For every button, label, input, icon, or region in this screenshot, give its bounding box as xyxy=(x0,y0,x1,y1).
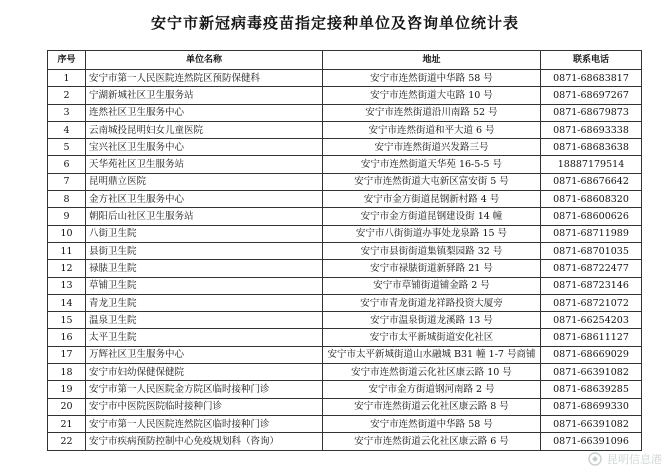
row-seq: 14 xyxy=(48,294,86,311)
row-address: 安宁市禄脿街道新驿路 21 号 xyxy=(323,260,541,277)
row-phone: 0871-68676642 xyxy=(541,173,642,190)
row-address: 安宁市县街街道集镇梨园路 32 号 xyxy=(323,242,541,259)
table-row xyxy=(48,104,642,121)
table-row xyxy=(48,346,642,363)
table-row xyxy=(48,225,642,242)
row-address: 安宁市连然街道大屯路 10 号 xyxy=(323,87,541,104)
row-address: 安宁市连然街道中华路 58 号 xyxy=(323,415,541,432)
row-address: 安宁市金方街道钢河南路 2 号 xyxy=(323,381,541,398)
row-address: 安宁市连然街道大屯新区富安街 5 号 xyxy=(323,173,541,190)
row-unit-name: 昆明鼎立医院 xyxy=(86,173,323,190)
row-phone: 0871-68600626 xyxy=(541,208,642,225)
row-phone: 18887179514 xyxy=(541,156,642,173)
row-phone: 0871-66391082 xyxy=(541,415,642,432)
table-row xyxy=(48,121,642,138)
row-address: 安宁市连然街道天华苑 16-5-5 号 xyxy=(323,156,541,173)
table-row xyxy=(48,329,642,346)
row-address: 安宁市太平新城街道安化社区 xyxy=(323,329,541,346)
row-phone: 0871-68721072 xyxy=(541,294,642,311)
row-seq: 12 xyxy=(48,260,86,277)
row-phone: 0871-66391096 xyxy=(541,433,642,450)
row-unit-name: 禄脿卫生院 xyxy=(86,260,323,277)
row-address: 安宁市连然街道云化社区康云路 8 号 xyxy=(323,398,541,415)
row-seq: 5 xyxy=(48,139,86,156)
row-address: 安宁市连然街道沿川南路 52 号 xyxy=(323,104,541,121)
row-address: 安宁市连然街道中华路 58 号 xyxy=(323,70,541,87)
row-address: 安宁市太平新城街道山水融城 B31 幢 1-7 号商铺 xyxy=(323,346,541,363)
row-seq: 17 xyxy=(48,346,86,363)
row-seq: 9 xyxy=(48,208,86,225)
table-row xyxy=(48,156,642,173)
row-address: 安宁市青龙街道龙祥路投资大厦旁 xyxy=(323,294,541,311)
table-row xyxy=(48,398,642,415)
table-row xyxy=(48,242,642,259)
row-seq: 16 xyxy=(48,329,86,346)
watermark xyxy=(588,451,662,467)
row-seq: 3 xyxy=(48,104,86,121)
row-unit-name: 安宁市第一人民医院金方院区临时接种门诊 xyxy=(86,381,323,398)
row-unit-name: 万辉社区卫生服务中心 xyxy=(86,346,323,363)
row-unit-name: 天华苑社区卫生服务站 xyxy=(86,156,323,173)
row-unit-name: 安宁市中医院医院临时接种门诊 xyxy=(86,398,323,415)
row-phone: 0871-68611127 xyxy=(541,329,642,346)
row-phone: 0871-66254203 xyxy=(541,312,642,329)
row-phone: 0871-68639285 xyxy=(541,381,642,398)
table-body xyxy=(48,70,642,451)
table-row xyxy=(48,415,642,432)
row-address: 安宁市连然街道云化社区康云路 6 号 xyxy=(323,433,541,450)
row-unit-name: 云南城投昆明妇女儿童医院 xyxy=(86,121,323,138)
row-seq: 15 xyxy=(48,312,86,329)
row-phone: 0871-68683817 xyxy=(541,70,642,87)
row-unit-name: 青龙卫生院 xyxy=(86,294,323,311)
table-row xyxy=(48,87,642,104)
row-seq: 6 xyxy=(48,156,86,173)
row-seq: 21 xyxy=(48,415,86,432)
header-name: 单位名称 xyxy=(86,51,323,70)
row-address: 安宁市连然街道云化社区康云路 10 号 xyxy=(323,364,541,381)
row-unit-name: 安宁市第一人民医院连然院区预防保健科 xyxy=(86,70,323,87)
row-unit-name: 太平卫生院 xyxy=(86,329,323,346)
page-title: 安宁市新冠病毒疫苗指定接种单位及咨询单位统计表 xyxy=(150,14,519,32)
row-seq: 1 xyxy=(48,70,86,87)
row-phone: 0871-68723146 xyxy=(541,277,642,294)
row-unit-name: 安宁市疾病预防控制中心免疫规划科（咨询） xyxy=(86,433,323,450)
row-seq: 22 xyxy=(48,433,86,450)
row-seq: 8 xyxy=(48,191,86,208)
row-phone: 0871-68683638 xyxy=(541,139,642,156)
row-seq: 13 xyxy=(48,277,86,294)
row-seq: 10 xyxy=(48,225,86,242)
row-seq: 20 xyxy=(48,398,86,415)
row-phone: 0871-68722477 xyxy=(541,260,642,277)
row-unit-name: 安宁市第一人民医院连然院区临时接种门诊 xyxy=(86,415,323,432)
table-row xyxy=(48,139,642,156)
table-row xyxy=(48,294,642,311)
row-address: 安宁市金方街道昆钢新村路 4 号 xyxy=(323,191,541,208)
vaccination-sites-table xyxy=(47,50,642,451)
table-row xyxy=(48,381,642,398)
table-row xyxy=(48,191,642,208)
row-phone: 0871-68711989 xyxy=(541,225,642,242)
row-phone: 0871-68693338 xyxy=(541,121,642,138)
row-seq: 7 xyxy=(48,173,86,190)
row-unit-name: 八街卫生院 xyxy=(86,225,323,242)
row-seq: 11 xyxy=(48,242,86,259)
row-address: 安宁市草铺街道铺金路 2 号 xyxy=(323,277,541,294)
header-seq: 序号 xyxy=(48,51,86,70)
row-phone: 0871-68697267 xyxy=(541,87,642,104)
table-row xyxy=(48,260,642,277)
news-app-logo-icon xyxy=(588,452,604,466)
row-phone: 0871-68679873 xyxy=(541,104,642,121)
table-row xyxy=(48,364,642,381)
table-row xyxy=(48,70,642,87)
row-address: 安宁市连然街道和平大道 6 号 xyxy=(323,121,541,138)
row-unit-name: 县街卫生院 xyxy=(86,242,323,259)
row-seq: 2 xyxy=(48,87,86,104)
row-unit-name: 金方社区卫生服务中心 xyxy=(86,191,323,208)
row-address: 安宁市温泉街道龙溪路 13 号 xyxy=(323,312,541,329)
header-phone: 联系电话 xyxy=(541,51,642,70)
table-row xyxy=(48,277,642,294)
table-row xyxy=(48,433,642,450)
row-seq: 18 xyxy=(48,364,86,381)
row-unit-name: 朝阳后山社区卫生服务站 xyxy=(86,208,323,225)
table-row xyxy=(48,173,642,190)
row-phone: 0871-68701035 xyxy=(541,242,642,259)
table-row xyxy=(48,312,642,329)
row-unit-name: 连然社区卫生服务中心 xyxy=(86,104,323,121)
row-address: 安宁市金方街道昆钢建设街 14 幢 xyxy=(323,208,541,225)
row-unit-name: 温泉卫生院 xyxy=(86,312,323,329)
row-phone: 0871-68608320 xyxy=(541,191,642,208)
row-seq: 4 xyxy=(48,121,86,138)
row-seq: 19 xyxy=(48,381,86,398)
row-unit-name: 安宁市妇幼保健保健院 xyxy=(86,364,323,381)
table-row xyxy=(48,208,642,225)
header-address: 地址 xyxy=(323,51,541,70)
row-address: 安宁市八街街道办事处龙泉路 15 号 xyxy=(323,225,541,242)
row-unit-name: 宁湖新城社区卫生服务站 xyxy=(86,87,323,104)
table-header-row xyxy=(48,51,642,70)
row-unit-name: 宝兴社区卫生服务中心 xyxy=(86,139,323,156)
row-phone: 0871-68669029 xyxy=(541,346,642,363)
row-unit-name: 草铺卫生院 xyxy=(86,277,323,294)
row-address: 安宁市连然街道兴发路三号 xyxy=(323,139,541,156)
row-phone: 0871-68699330 xyxy=(541,398,642,415)
watermark-text: 昆明信息港 xyxy=(607,453,662,466)
row-phone: 0871-66391082 xyxy=(541,364,642,381)
